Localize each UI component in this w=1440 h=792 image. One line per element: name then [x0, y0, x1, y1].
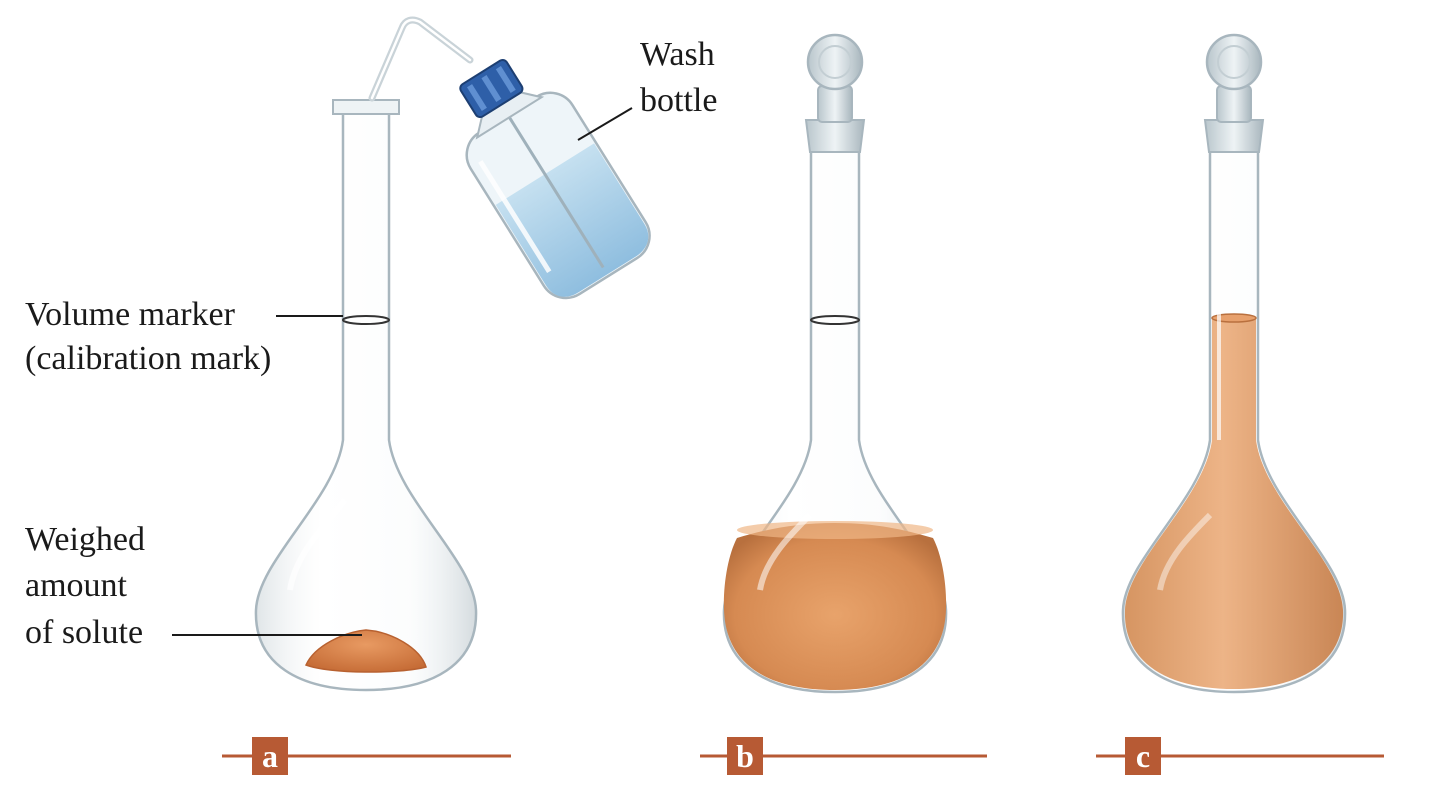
flask-c-stopper [1207, 35, 1261, 89]
panel-a-tag: a [252, 737, 288, 775]
flask-c-neck-joint [1205, 120, 1263, 152]
flask-a-rim [333, 100, 399, 114]
wash-bottle-label-line1: Wash [640, 36, 715, 73]
flask-a-glass [256, 112, 476, 690]
flask-b-solution [724, 523, 946, 690]
flask-b-neck-joint [806, 120, 864, 152]
flask-b-stopper-stem [818, 86, 852, 122]
flask-b [724, 35, 946, 692]
panel-b-tag: b [727, 737, 763, 775]
wash-bottle-leader-line [578, 108, 632, 140]
solute-label-line1: Weighed [25, 521, 145, 558]
solute-label-line3: of solute [25, 614, 144, 651]
flask-a [256, 100, 476, 690]
panel-c-tag: c [1125, 737, 1161, 775]
wash-bottle-label-line2: bottle [640, 82, 718, 119]
volume-marker-label-line1: Volume marker [25, 296, 235, 333]
volume-marker-label-line2: (calibration mark) [25, 340, 272, 377]
flask-c-stopper-stem [1217, 86, 1251, 122]
solute-label-line2: amount [25, 567, 127, 604]
flask-c-solution [1125, 318, 1343, 689]
wash-bottle-spout [372, 20, 470, 98]
wash-bottle [372, 20, 659, 308]
flask-b-stopper [808, 35, 862, 89]
flask-c [1123, 35, 1345, 692]
